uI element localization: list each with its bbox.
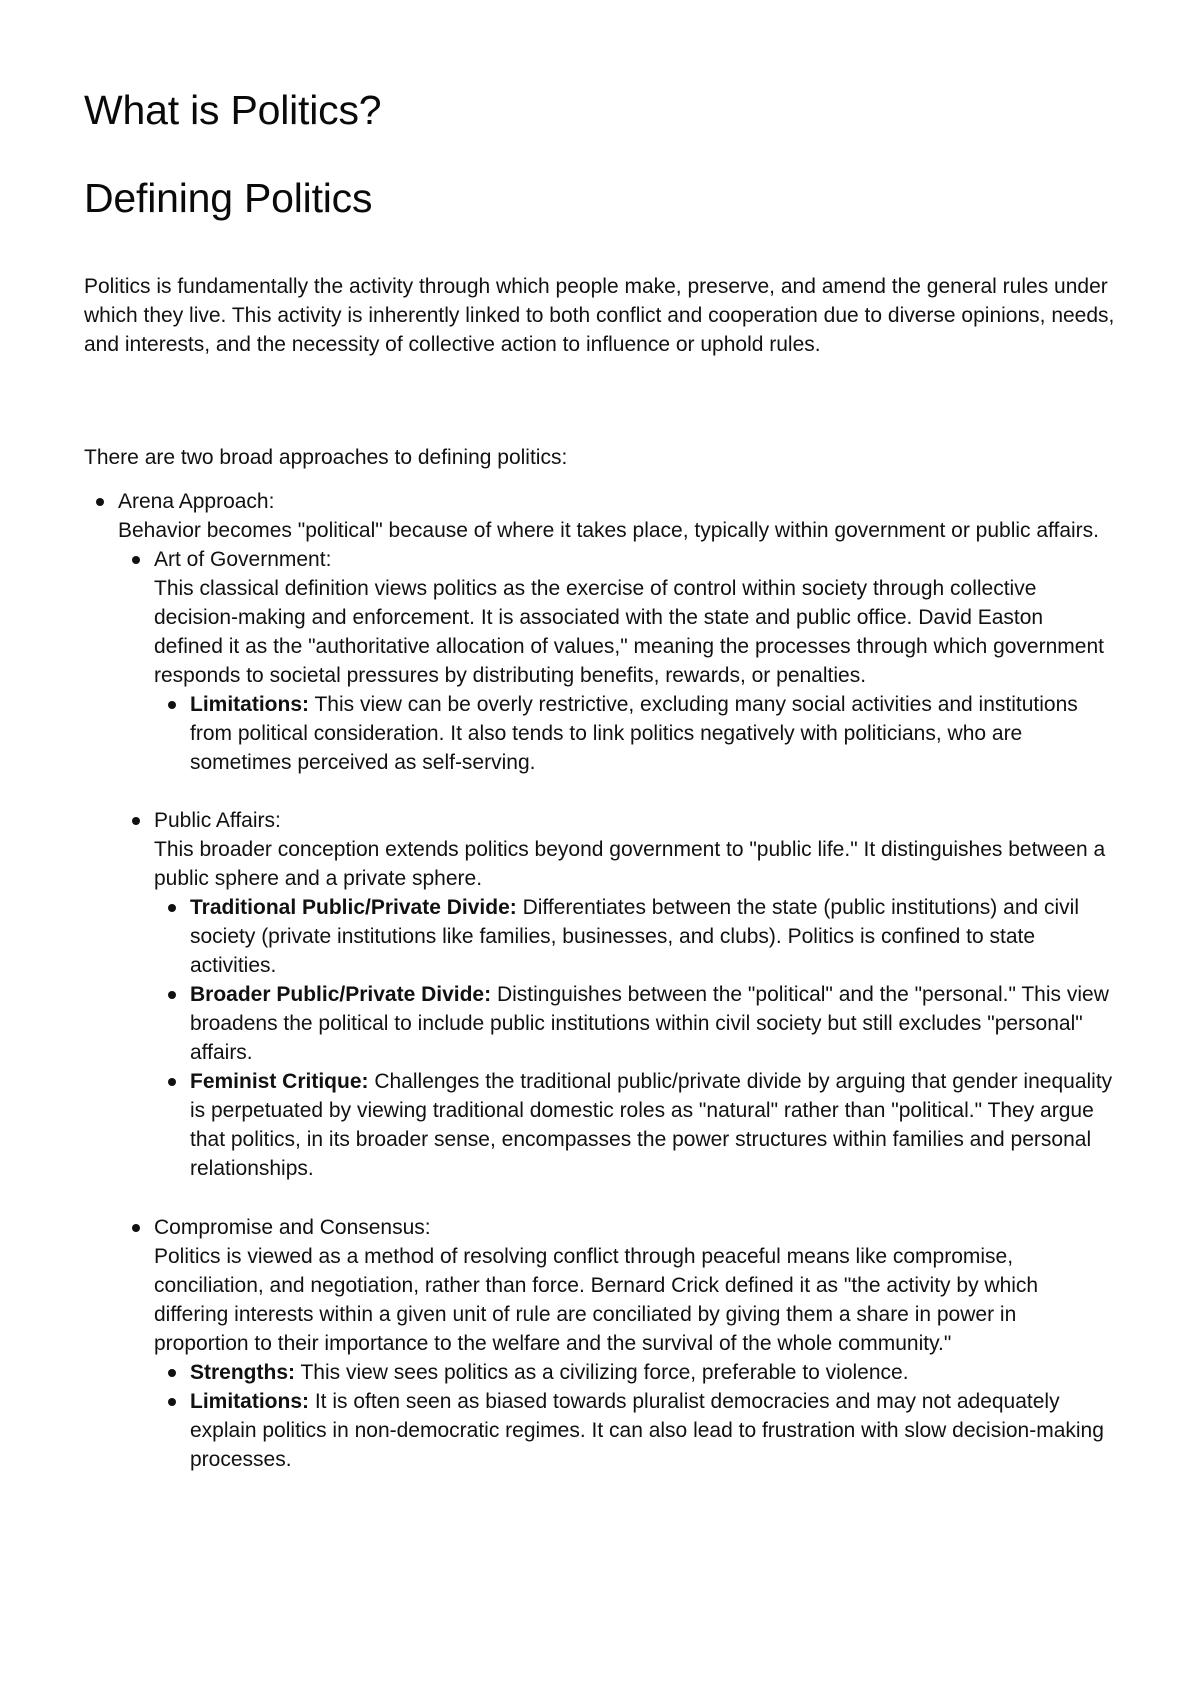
public-affairs-text: This broader conception extends politics beyond government to "public life." It distinguishes between a public sphere and a private sphere. (154, 838, 1106, 890)
list-item-traditional-divide (190, 893, 1116, 980)
compromise-text: Politics is viewed as a method of resolving conflict through peaceful means like compromise, conciliation, and negotiation, rather than force. Bernard Crick defined it as "the activity by which differing interests within a given unit of rule are conciliated by giving them a share in power in proportion to their importance to the welfare and the survival of the whole community." (154, 1245, 1039, 1355)
list-item-broader-divide (190, 980, 1116, 1067)
section-heading: Defining Politics (84, 175, 373, 221)
traditional-divide-text: Differentiates between the state (public institutions) and civil society (private institutions like families, businesses, and clubs). Politics is confined to state activities. (190, 896, 1080, 977)
feminist-critique-text: Challenges the traditional public/private divide by arguing that gender inequality is perpetuated by viewing traditional domestic roles as "natural" rather than "political." They argue that politics, in its broader sense, encompasses the power structures within families and personal relationships. (190, 1070, 1113, 1180)
arena-label: Arena Approach: (118, 490, 275, 513)
art-of-government-label: Art of Government: (154, 548, 332, 571)
aog-limitations-text: This view can be overly restrictive, excluding many social activities and institutions from political consideration. It also tends to link politics negatively with politicians, who are sometimes perceived as self-serving. (190, 693, 1078, 774)
list-item-aog-limitations (190, 690, 1116, 777)
list-item-strengths (190, 1358, 1116, 1387)
intro-paragraph: Politics is fundamentally the activity through which people make, preserve, and amend the general rules under which they live. This activity is inherently linked to both conflict and cooperation due to diverse opinions, needs, and interests, and the necessity of collective action to influence or uphold rules. (84, 275, 1115, 356)
lead-paragraph: There are two broad approaches to defining politics: (84, 446, 568, 469)
compromise-sublist (154, 1358, 1116, 1474)
arena-text: Behavior becomes "political" because of where it takes place, typically within government or public affairs. (118, 519, 1100, 542)
broader-divide-text: Distinguishes between the "political" and the "personal." This view broadens the political to include public institutions within civil society but still excludes "personal" affairs. (190, 983, 1109, 1064)
strengths-label: Strengths: (190, 1361, 295, 1384)
list-item-art-of-government (154, 545, 1116, 777)
art-of-government-sublist (154, 690, 1116, 777)
aog-limitations-label: Limitations: (190, 693, 309, 716)
list-item-feminist-critique (190, 1067, 1116, 1183)
public-affairs-sublist (154, 893, 1116, 1183)
art-of-government-text: This classical definition views politics as the exercise of control within society through collective decision-making and enforcement. It is associated with the state and public office. David Easton defined it as the "authoritative allocation of values," meaning the processes through which government responds to societal pressures by distributing benefits, rewards, or penalties. (154, 577, 1104, 687)
list-item-compromise-consensus (154, 1213, 1116, 1474)
list-item-compromise-limitations (190, 1387, 1116, 1474)
compromise-limitations-label: Limitations: (190, 1390, 309, 1413)
compromise-label: Compromise and Consensus: (154, 1216, 431, 1239)
feminist-critique-label: Feminist Critique: (190, 1070, 369, 1093)
broader-divide-label: Broader Public/Private Divide: (190, 983, 492, 1006)
list-item-arena-approach (118, 487, 1116, 1474)
compromise-limitations-text: It is often seen as biased towards pluralist democracies and may not adequately explain politics in non-democratic regimes. It can also lead to frustration with slow decision-making processes. (190, 1390, 1104, 1471)
traditional-divide-label: Traditional Public/Private Divide: (190, 896, 517, 919)
strengths-text: This view sees politics as a civilizing force, preferable to violence. (295, 1361, 909, 1384)
page-title: What is Politics? (84, 87, 382, 133)
approaches-list (84, 487, 1116, 1474)
public-affairs-label: Public Affairs: (154, 809, 281, 832)
arena-sublist (118, 545, 1116, 1474)
list-item-public-affairs (154, 806, 1116, 1183)
